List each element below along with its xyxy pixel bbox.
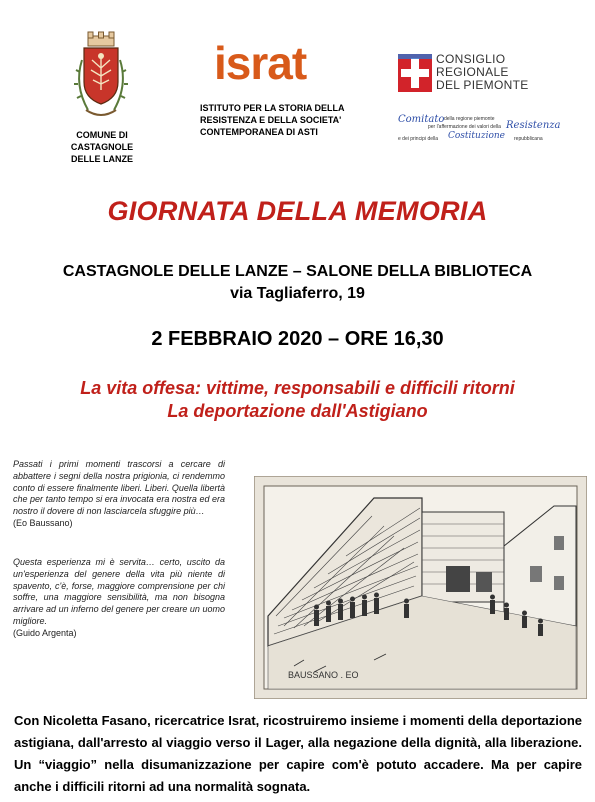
- quote-text: Questa esperienza mi è servita… certo, uscito da un'esperienza del genere della vita più niente di spavento, c'è, forse, maggiore comprensione per chi soffre, una maggiore sensibilità, ma non bisogna arrivare ad un inferno del genere per creare un uomo migliore.: [13, 557, 225, 626]
- comitato-small3: e dei principi della: [398, 136, 439, 142]
- quote-argenta: [13, 557, 225, 640]
- comitato-word: Comitato: [398, 114, 445, 125]
- comune-crest-icon: [72, 30, 130, 122]
- israt-logo: israt: [214, 37, 307, 89]
- comune-line1: COMUNE DI: [76, 130, 128, 140]
- comune-line3: DELLE LANZE: [71, 154, 133, 164]
- venue-name: CASTAGNOLE DELLE LANZE – SALONE DELLA BIBLIOTECA: [62, 263, 533, 280]
- quote-baussano: [13, 459, 225, 530]
- comitato-resistenza-logo: [398, 114, 573, 144]
- consiglio-line1: CONSIGLIO: [436, 52, 506, 66]
- consiglio-line3: DEL PIEMONTE: [436, 78, 529, 92]
- event-subtitle-line1: La vita offesa: vittime, responsabili e difficili ritorni: [80, 378, 515, 398]
- deportation-drawing: [254, 476, 587, 699]
- quote-author: (Eo Baussano): [13, 517, 73, 528]
- consiglio-line2: REGIONALE: [436, 65, 509, 79]
- israt-line2: RESISTENZA E DELLA SOCIETA': [200, 115, 342, 125]
- venue-address: via Tagliaferro, 19: [230, 285, 365, 302]
- comitato-small2: per l'affermazione dei valori della: [428, 124, 501, 130]
- israt-line1: ISTITUTO PER LA STORIA DELLA: [200, 103, 345, 113]
- consiglio-regionale-label: [436, 53, 529, 92]
- event-subtitle-line2: La deportazione dall'Astigiano: [167, 401, 428, 421]
- comune-line2: CASTAGNOLE: [70, 142, 134, 152]
- piemonte-flag-icon: [398, 54, 432, 92]
- comitato-small4: repubblicana: [514, 136, 543, 142]
- event-date: 2 FEBBRAIO 2020 – ORE 16,30: [151, 328, 444, 350]
- israt-full-name: [200, 102, 380, 138]
- comune-name: [52, 129, 152, 165]
- comitato-small1: della regione piemonte: [444, 116, 495, 122]
- drawing-signature: BAUSSANO . EO: [288, 670, 359, 680]
- quote-text: Passati i primi momenti trascorsi a cercare di abbattere i segni della nostra prigionia, ci rendemmo conto di essere finalmente liberi. Liberi. Quella libertà che per tanto tempo si era invocata era nostra ed era nostro il dovere di non lasciarcela sfuggire più…: [13, 459, 225, 517]
- event-description: Con Nicoletta Fasano, ricercatrice Israt, ricostruiremo insieme i momenti della deportazione astigiana, dall'arresto al viaggio verso il Lager, alla negazione della dignità, alla liberazione. Un “viaggio” nella disumanizzazione per capire com'è potuto accadere. Ma per capire anche i difficili ritorni ad una normalità sognata.: [14, 713, 582, 794]
- event-title: GIORNATA DELLA MEMORIA: [107, 196, 488, 226]
- israt-line3: CONTEMPORANEA DI ASTI: [200, 127, 318, 137]
- resistenza-word: Resistenza: [506, 120, 561, 131]
- costituzione-word: Costituzione: [448, 131, 505, 141]
- quote-author: (Guido Argenta): [13, 627, 77, 638]
